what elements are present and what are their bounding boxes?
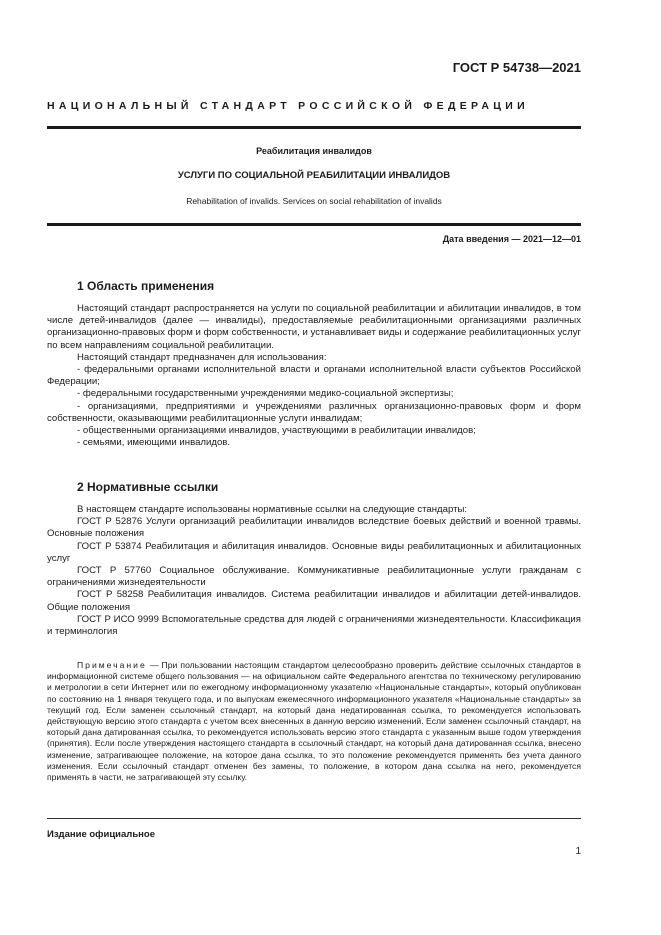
title-bottom-rule [47,223,581,226]
reference-item: ГОСТ Р 57760 Социальное обслуживание. Коммуникативные реабилитационные услуги гражданам с ограничениями жизнедеятельности [47,565,581,589]
gost-number: ГОСТ Р 54738—2021 [452,60,581,75]
edition-label: Издание официальное [47,829,155,840]
section-1-heading: 1 Область применения [77,279,215,293]
page-number: 1 [575,846,581,857]
note-label: Примечание [77,660,147,670]
reference-item: ГОСТ Р 52876 Услуги организаций реабилитации инвалидов вследствие боевых действий и военной травмы. Основные положения [47,516,581,540]
list-item: - федеральными государственными учреждениями медико-социальной экспертизы; [77,388,454,400]
standard-category: Реабилитация инвалидов [256,146,372,156]
list-item: - семьями, имеющими инвалидов. [77,437,231,449]
footer-rule [47,818,581,819]
section-1-body [47,303,581,449]
reference-item: ГОСТ Р ИСО 9999 Вспомогательные средства для людей с ограничениями жизнедеятельности. Классификация и терминология [47,613,581,638]
note-block [47,660,581,783]
note-text: — При пользовании настоящим стандартом целесообразно проверить действие ссылочных стандартов в информационной системе общего пользования — на официальном сайте Федерального агентства по техническому регулированию и метрологии в сети Интернет или по ежегодному информационному указателю «Национальные стандарты», который опубликован по состоянию на 1 января текущего года, и по выпускам ежемесячного информационного указателя «Национальные стандарты» за текущий год. Если заменен ссылочный стандарт, на который дана недатированная ссылка, то рекомендуется использовать действующую версию этого стандарта с учетом всех внесенных в данную версию изменений. Если заменен ссылочный стандарт, на который дана датированная ссылка, то рекомендуется использовать версию этого стандарта с указанным выше годом утверждения (принятия). Если после утверждения настоящего стандарта в ссылочный стандарт, на который дана датированная ссылка, внесено изменение, затрагивающее положение, на которое дана ссылка, то это положение рекомендуется применять без учета данного изменения. Если ссылочный стандарт отменен без замены, то положение, в котором дана ссылка на него, рекомендуется применять в части, не затрагивающей эту ссылку. [47,660,581,783]
reference-item: ГОСТ Р 53874 Реабилитация и абилитация инвалидов. Основные виды реабилитационных и абилитационных услуг [47,540,581,564]
section-2-heading: 2 Нормативные ссылки [77,480,219,494]
standard-name-en: Rehabilitation of invalids. Services on social rehabilitation of invalids [186,196,442,206]
top-rule [47,126,581,129]
standard-name-ru: УСЛУГИ ПО СОЦИАЛЬНОЙ РЕАБИЛИТАЦИИ ИНВАЛИДОВ [177,170,451,181]
introduction-date: Дата введения — 2021—12—01 [442,234,581,244]
reference-item: ГОСТ Р 58258 Реабилитация инвалидов. Система реабилитации инвалидов и абилитации детей-инвалидов. Общие положения [47,589,581,613]
list-item: - общественными организациями инвалидов, участвующими в реабилитации инвалидов; [77,425,476,437]
section-2-body [47,504,581,638]
paragraph: Настоящий стандарт предназначен для использования: [77,351,327,363]
list-item: - организациями, предприятиями и учреждениями различных организационно-правовых форм и форм собственности, оказывающими реабилитационные услуги инвалидам; [47,400,581,424]
standard-title: НАЦИОНАЛЬНЫЙ СТАНДАРТ РОССИЙСКОЙ ФЕДЕРАЦИИ [47,100,529,112]
paragraph: В настоящем стандарте использованы нормативные ссылки на следующие стандарты: [77,504,468,515]
list-item: - федеральными органами исполнительной власти и органами исполнительной власти субъектов Российской Федерации; [47,364,581,388]
paragraph: Настоящий стандарт распространяется на услуги по социальной реабилитации и абилитации инвалидов, в том числе детей-инвалидов (далее — инвалиды), предоставляемые реабилитационными организациями различных организационно-правовых форм и форм собственности, и устанавливает виды и содержание реабилитационных услуг по всем направлениям социальной реабилитации. [47,303,581,351]
